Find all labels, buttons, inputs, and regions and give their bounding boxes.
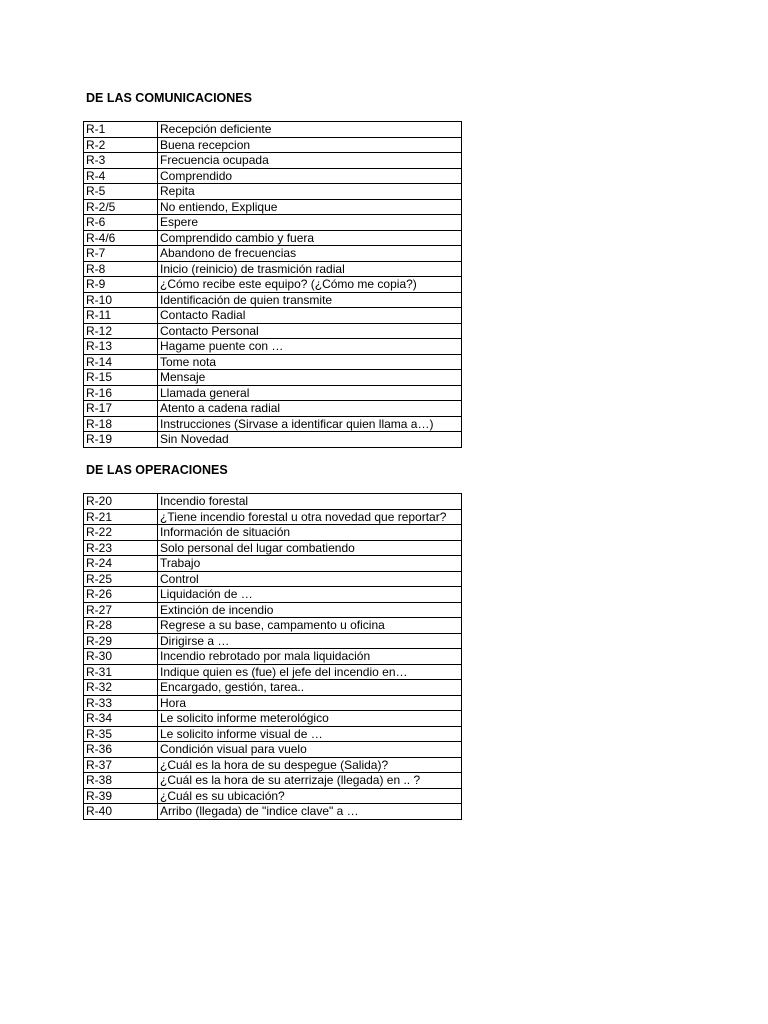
- code-meaning-cell: Contacto Personal: [158, 323, 462, 339]
- table-row: [84, 680, 462, 696]
- table-row: [84, 742, 462, 758]
- code-meaning-cell: Regrese a su base, campamento u oficina: [158, 618, 462, 634]
- table-row: [84, 804, 462, 820]
- code-meaning-cell: Incendio rebrotado por mala liquidación: [158, 649, 462, 665]
- radio-code-cell: R-39: [84, 788, 158, 804]
- radio-code-cell: R-4/6: [84, 230, 158, 246]
- radio-code-cell: R-3: [84, 153, 158, 169]
- table-row: [84, 726, 462, 742]
- radio-code-cell: R-22: [84, 525, 158, 541]
- code-meaning-cell: Trabajo: [158, 556, 462, 572]
- radio-code-cell: R-1: [84, 122, 158, 138]
- table-row: [84, 788, 462, 804]
- code-meaning-cell: Tome nota: [158, 354, 462, 370]
- radio-code-cell: R-6: [84, 215, 158, 231]
- radio-code-cell: R-17: [84, 401, 158, 417]
- radio-code-cell: R-31: [84, 664, 158, 680]
- table-row: [84, 246, 462, 262]
- radio-code-cell: R-20: [84, 494, 158, 510]
- radio-code-cell: R-33: [84, 695, 158, 711]
- table-row: [84, 370, 462, 386]
- radio-code-cell: R-4: [84, 168, 158, 184]
- radio-code-cell: R-38: [84, 773, 158, 789]
- code-meaning-cell: Espere: [158, 215, 462, 231]
- code-meaning-cell: Incendio forestal: [158, 494, 462, 510]
- radio-code-cell: R-35: [84, 726, 158, 742]
- radio-code-cell: R-21: [84, 509, 158, 525]
- code-meaning-cell: Arribo (llegada) de "indice clave" a …: [158, 804, 462, 820]
- table-row: [84, 215, 462, 231]
- radio-code-cell: R-28: [84, 618, 158, 634]
- radio-code-cell: R-9: [84, 277, 158, 293]
- code-meaning-cell: Hagame puente con …: [158, 339, 462, 355]
- radio-code-cell: R-13: [84, 339, 158, 355]
- table-row: [84, 339, 462, 355]
- code-meaning-cell: Control: [158, 571, 462, 587]
- code-meaning-cell: Condición visual para vuelo: [158, 742, 462, 758]
- radio-code-cell: R-27: [84, 602, 158, 618]
- table-row: [84, 432, 462, 448]
- code-meaning-cell: ¿Cuál es la hora de su despegue (Salida)?: [158, 757, 462, 773]
- table-row: [84, 757, 462, 773]
- table-row: [84, 525, 462, 541]
- radio-code-cell: R-34: [84, 711, 158, 727]
- table-row: [84, 122, 462, 138]
- table-row: [84, 323, 462, 339]
- code-meaning-cell: ¿Tiene incendio forestal u otra novedad que reportar?: [158, 509, 462, 525]
- code-meaning-cell: Indique quien es (fue) el jefe del incendio en…: [158, 664, 462, 680]
- radio-code-cell: R-2/5: [84, 199, 158, 215]
- code-meaning-cell: Inicio (reinicio) de trasmición radial: [158, 261, 462, 277]
- table-row: [84, 401, 462, 417]
- code-meaning-cell: Comprendido cambio y fuera: [158, 230, 462, 246]
- radio-code-cell: R-16: [84, 385, 158, 401]
- code-meaning-cell: Contacto Radial: [158, 308, 462, 324]
- code-meaning-cell: Instrucciones (Sirvase a identificar quien llama a…): [158, 416, 462, 432]
- radio-code-cell: R-15: [84, 370, 158, 386]
- radio-code-cell: R-25: [84, 571, 158, 587]
- radio-code-cell: R-36: [84, 742, 158, 758]
- radio-code-cell: R-2: [84, 137, 158, 153]
- communications-table-body: [84, 122, 462, 448]
- radio-code-cell: R-12: [84, 323, 158, 339]
- table-row: [84, 354, 462, 370]
- operations-codes-table: [83, 493, 462, 820]
- code-meaning-cell: Encargado, gestión, tarea..: [158, 680, 462, 696]
- table-row: [84, 773, 462, 789]
- table-row: [84, 261, 462, 277]
- table-row: [84, 587, 462, 603]
- table-row: [84, 184, 462, 200]
- code-meaning-cell: Buena recepcion: [158, 137, 462, 153]
- table-row: [84, 153, 462, 169]
- radio-code-cell: R-8: [84, 261, 158, 277]
- radio-code-cell: R-19: [84, 432, 158, 448]
- code-meaning-cell: Le solicito informe visual de …: [158, 726, 462, 742]
- table-row: [84, 509, 462, 525]
- code-meaning-cell: ¿Cuál es la hora de su aterrizaje (llegada) en .. ?: [158, 773, 462, 789]
- code-meaning-cell: ¿Cómo recibe este equipo? (¿Cómo me copia?): [158, 277, 462, 293]
- code-meaning-cell: Repita: [158, 184, 462, 200]
- radio-code-cell: R-24: [84, 556, 158, 572]
- operations-section-title: DE LAS OPERACIONES: [86, 463, 228, 477]
- table-row: [84, 633, 462, 649]
- table-row: [84, 385, 462, 401]
- code-meaning-cell: Abandono de frecuencias: [158, 246, 462, 262]
- communications-section-title: DE LAS COMUNICACIONES: [86, 91, 252, 105]
- radio-code-cell: R-14: [84, 354, 158, 370]
- radio-code-cell: R-5: [84, 184, 158, 200]
- table-row: [84, 571, 462, 587]
- code-meaning-cell: Frecuencia ocupada: [158, 153, 462, 169]
- radio-code-cell: R-18: [84, 416, 158, 432]
- table-row: [84, 540, 462, 556]
- radio-code-cell: R-37: [84, 757, 158, 773]
- table-row: [84, 416, 462, 432]
- code-meaning-cell: Mensaje: [158, 370, 462, 386]
- table-row: [84, 711, 462, 727]
- code-meaning-cell: Sin Novedad: [158, 432, 462, 448]
- table-row: [84, 649, 462, 665]
- radio-code-cell: R-7: [84, 246, 158, 262]
- code-meaning-cell: Hora: [158, 695, 462, 711]
- table-row: [84, 556, 462, 572]
- code-meaning-cell: Identificación de quien transmite: [158, 292, 462, 308]
- code-meaning-cell: Comprendido: [158, 168, 462, 184]
- code-meaning-cell: Llamada general: [158, 385, 462, 401]
- table-row: [84, 494, 462, 510]
- table-row: [84, 199, 462, 215]
- communications-codes-table: [83, 121, 462, 448]
- code-meaning-cell: ¿Cuál es su ubicación?: [158, 788, 462, 804]
- radio-code-cell: R-30: [84, 649, 158, 665]
- table-row: [84, 168, 462, 184]
- table-row: [84, 137, 462, 153]
- radio-code-cell: R-23: [84, 540, 158, 556]
- radio-code-cell: R-11: [84, 308, 158, 324]
- table-row: [84, 308, 462, 324]
- code-meaning-cell: Liquidación de …: [158, 587, 462, 603]
- code-meaning-cell: No entiendo, Explique: [158, 199, 462, 215]
- operations-table-body: [84, 494, 462, 820]
- radio-code-cell: R-29: [84, 633, 158, 649]
- code-meaning-cell: Información de situación: [158, 525, 462, 541]
- table-row: [84, 277, 462, 293]
- radio-code-cell: R-40: [84, 804, 158, 820]
- radio-code-cell: R-26: [84, 587, 158, 603]
- table-row: [84, 695, 462, 711]
- code-meaning-cell: Recepción deficiente: [158, 122, 462, 138]
- code-meaning-cell: Solo personal del lugar combatiendo: [158, 540, 462, 556]
- code-meaning-cell: Extinción de incendio: [158, 602, 462, 618]
- table-row: [84, 602, 462, 618]
- code-meaning-cell: Dirigirse a …: [158, 633, 462, 649]
- table-row: [84, 664, 462, 680]
- radio-code-cell: R-10: [84, 292, 158, 308]
- table-row: [84, 292, 462, 308]
- radio-code-cell: R-32: [84, 680, 158, 696]
- code-meaning-cell: Le solicito informe meterológico: [158, 711, 462, 727]
- code-meaning-cell: Atento a cadena radial: [158, 401, 462, 417]
- table-row: [84, 230, 462, 246]
- table-row: [84, 618, 462, 634]
